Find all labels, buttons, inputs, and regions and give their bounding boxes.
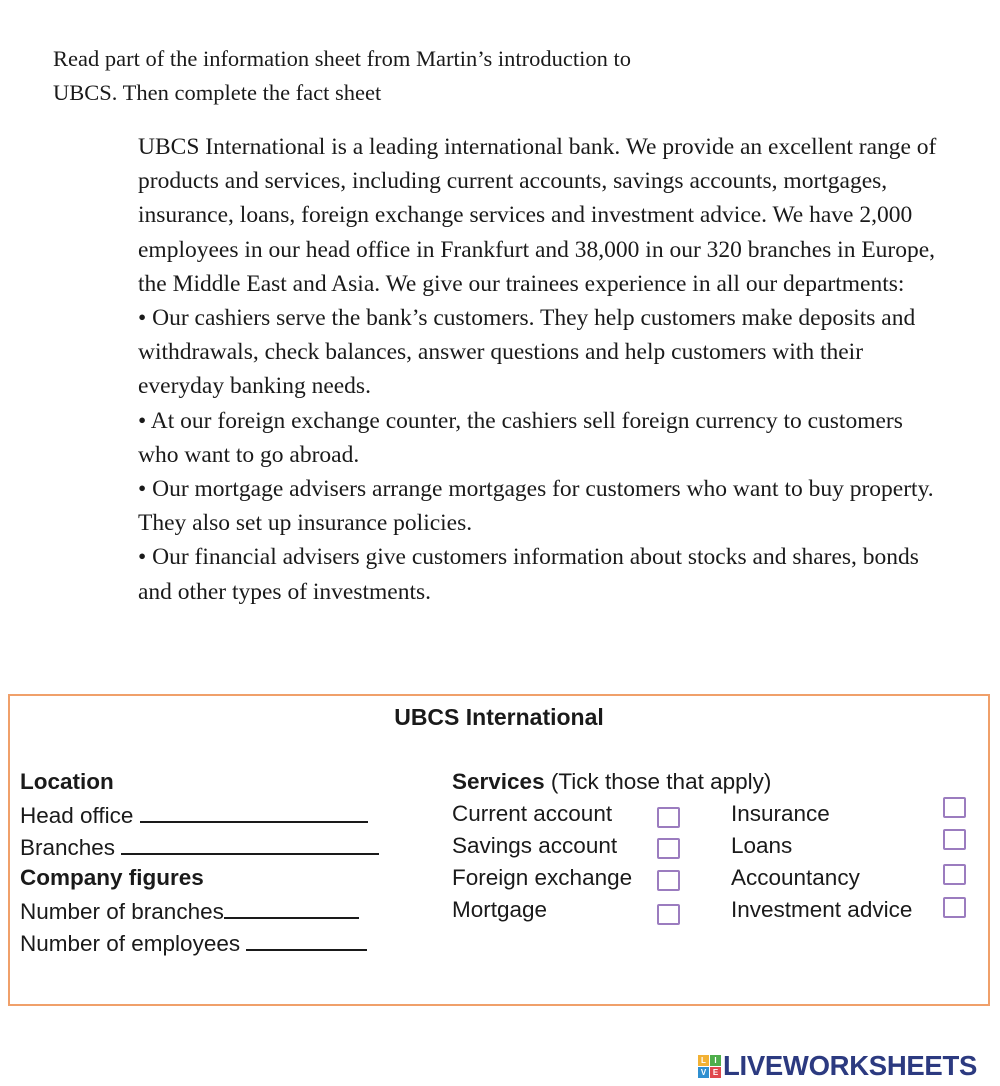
branches-label: Branches [20, 835, 116, 860]
checkbox-current-account[interactable] [657, 807, 680, 828]
services-note: (Tick those that apply) [550, 769, 772, 794]
fact-sheet-title: UBCS International [394, 704, 604, 730]
service-mortgage-label: Mortgage [452, 897, 548, 922]
checkbox-accountancy[interactable] [943, 864, 966, 885]
passage-intro: UBCS International is a leading international bank. We provide an excellent range of products and services, including current accounts, savings accounts, mortgages, insurance, loans, foreign exchange services and investment advice. We have 2,000 employees in our head office in Frankfurt and 38,000 in our 320 branches in Europe, the Middle East and Asia. We give our trainees experience in all our departments: [138, 134, 937, 297]
passage-bullet-foreign-exchange: • At our foreign exchange counter, the cashiers sell foreign currency to customers who want to go abroad. [138, 407, 903, 468]
logo-tile: L [698, 1055, 709, 1066]
branches-row [20, 831, 379, 863]
location-heading: Location [20, 769, 114, 794]
checkbox-savings-account[interactable] [657, 838, 680, 859]
instructions-line-2: UBCS. Then complete the fact sheet [53, 80, 382, 105]
reading-passage [138, 130, 938, 609]
passage-bullet-mortgage: • Our mortgage advisers arrange mortgages for customers who want to buy property. They also set up insurance policies. [138, 476, 934, 537]
service-loans-label: Loans [731, 833, 793, 858]
passage-bullet-financial: • Our financial advisers give customers information about stocks and shares, bonds and other types of investments. [138, 544, 919, 605]
service-accountancy-label: Accountancy [731, 865, 860, 890]
number-of-branches-label: Number of branches [20, 899, 224, 924]
service-current-account-label: Current account [452, 801, 613, 826]
services-heading-label: Services [452, 769, 545, 794]
company-figures-heading: Company figures [20, 865, 204, 890]
logo-tile: I [710, 1055, 721, 1066]
number-of-branches-row [20, 895, 359, 927]
checkbox-insurance[interactable] [943, 797, 966, 818]
number-of-employees-answer[interactable] [246, 927, 367, 951]
instructions [53, 42, 773, 110]
liveworksheets-logo [698, 1050, 977, 1082]
service-investment-advice-label: Investment advice [731, 897, 913, 922]
head-office-label: Head office [20, 803, 134, 828]
logo-tile: E [710, 1067, 721, 1078]
instructions-line-1: Read part of the information sheet from Martin’s introduction to [53, 46, 631, 71]
checkbox-foreign-exchange[interactable] [657, 870, 680, 891]
logo-mark-icon [698, 1055, 721, 1078]
fact-sheet [8, 694, 990, 1006]
checkbox-investment-advice[interactable] [943, 897, 966, 918]
services-heading [452, 767, 771, 797]
checkbox-loans[interactable] [943, 829, 966, 850]
service-foreign-exchange-label: Foreign exchange [452, 865, 633, 890]
service-savings-account-label: Savings account [452, 833, 618, 858]
number-of-employees-row [20, 927, 367, 959]
checkbox-mortgage[interactable] [657, 904, 680, 925]
branches-answer[interactable] [121, 831, 379, 855]
number-of-branches-answer[interactable] [224, 895, 359, 919]
head-office-answer[interactable] [140, 799, 368, 823]
logo-text: LIVEWORKSHEETS [723, 1050, 978, 1081]
service-insurance-label: Insurance [731, 801, 830, 826]
number-of-employees-label: Number of employees [20, 931, 241, 956]
head-office-row [20, 799, 368, 831]
passage-bullet-cashiers: • Our cashiers serve the bank’s customers. They help customers make deposits and withdrawals, check balances, answer questions and help customers with their everyday banking needs. [138, 305, 916, 400]
logo-tile: V [698, 1067, 709, 1078]
